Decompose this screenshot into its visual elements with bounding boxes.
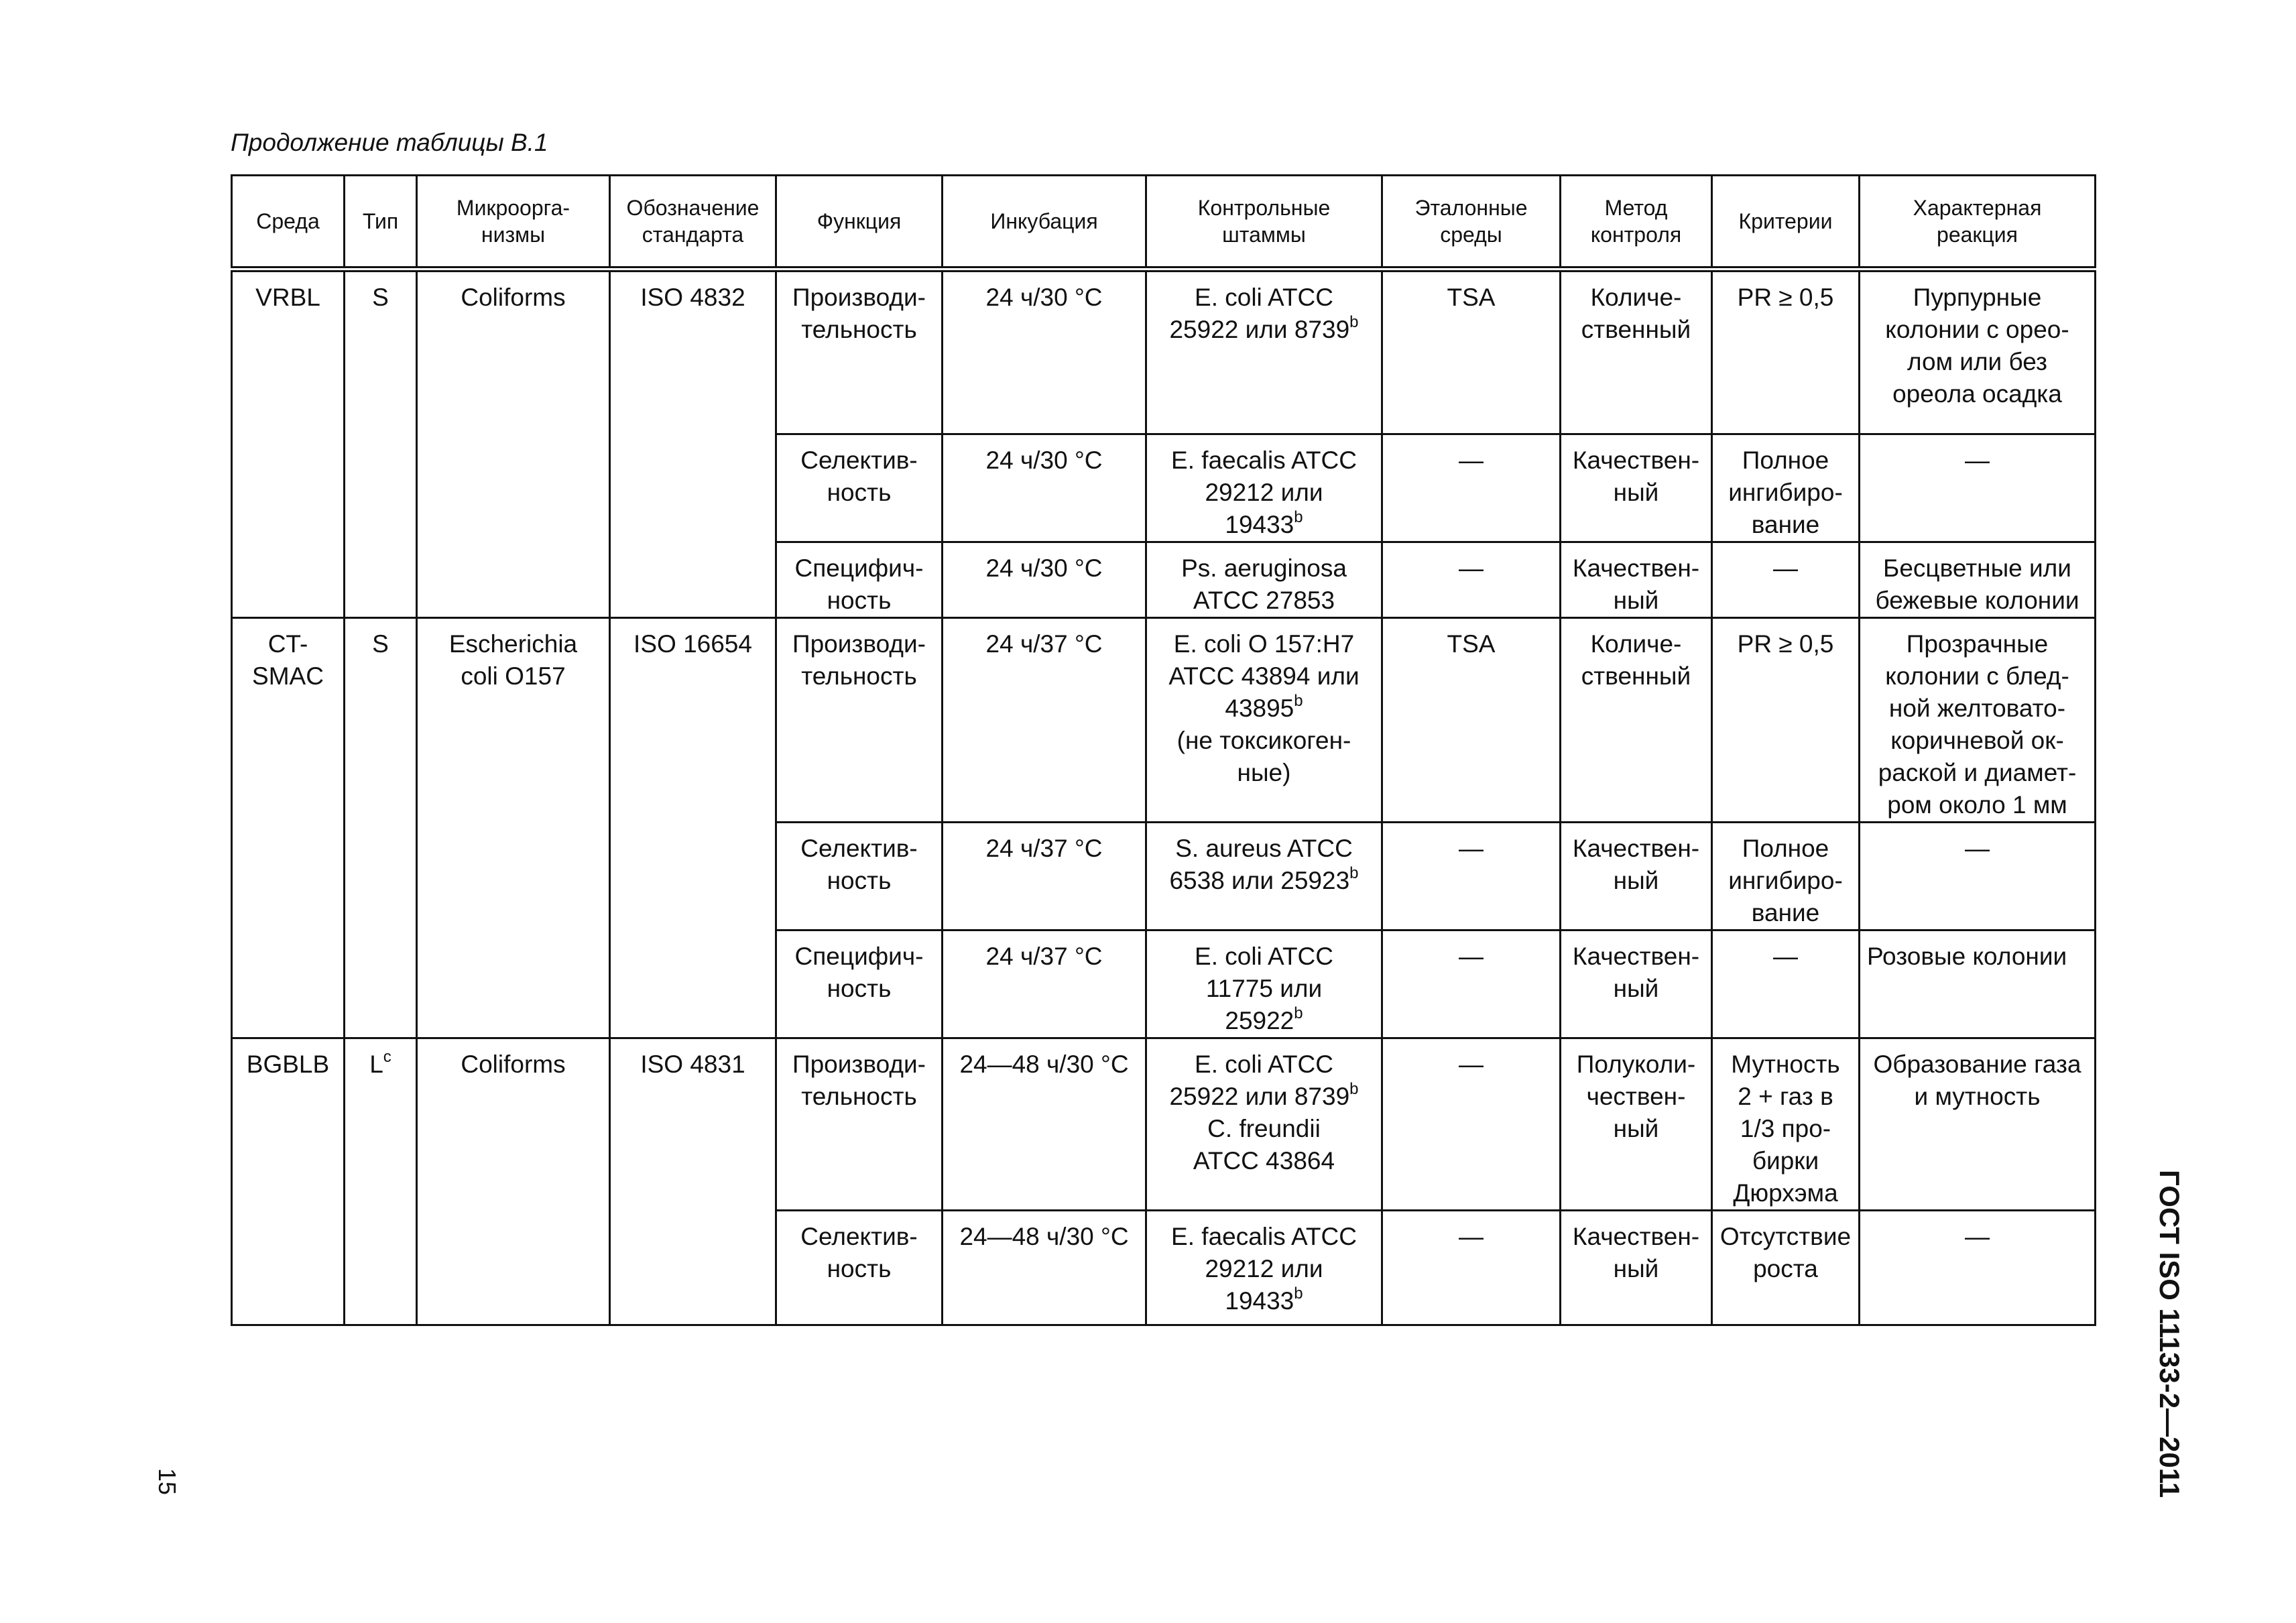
reference-media-cell: —	[1382, 1038, 1561, 1211]
control-method-cell: Качествен- ный	[1561, 1211, 1712, 1325]
criteria-cell: —	[1712, 930, 1860, 1038]
strain-footnote: b	[1294, 1284, 1303, 1303]
reaction-cell: Образование газа и мутность	[1860, 1038, 2096, 1211]
column-header: Функция	[776, 176, 943, 269]
standard-cell: ISO 4832	[610, 269, 776, 618]
function-cell: Производи- тельность	[776, 618, 943, 823]
control-strains-cell: E. coli ATCC 25922 или 8739$^b$	[1146, 269, 1382, 434]
control-method-cell: Качествен- ный	[1561, 434, 1712, 542]
incubation-cell: 24 ч/37 °С	[943, 930, 1146, 1038]
function-cell: Селектив- ность	[776, 1211, 943, 1325]
reaction-cell: Бесцветные или бежевые колонии	[1860, 542, 2096, 618]
reaction-cell: —	[1860, 1211, 2096, 1325]
reference-media-cell: —	[1382, 930, 1561, 1038]
strain-footnote: b	[1294, 692, 1303, 710]
header-row	[232, 176, 2096, 269]
reaction-cell: —	[1860, 823, 2096, 930]
incubation-cell: 24 ч/37 °С	[943, 618, 1146, 823]
control-strains-cell: E. faecalis ATCC 29212 или 19433$^b$	[1146, 434, 1382, 542]
column-header: Тип	[345, 176, 417, 269]
function-cell: Производи- тельность	[776, 1038, 943, 1211]
microorganisms-cell: Coliforms	[417, 1038, 610, 1325]
criteria-cell: PR ≥ 0,5	[1712, 269, 1860, 434]
control-strains-cell: E. coli O 157:H7 ATCC 43894 или 43895$^b$ (не токсикоген- ные)	[1146, 618, 1382, 823]
reaction-cell: —	[1860, 434, 2096, 542]
control-method-cell: Качествен- ный	[1561, 823, 1712, 930]
criteria-cell: PR ≥ 0,5	[1712, 618, 1860, 823]
control-strains-cell: E. faecalis ATCC 29212 или 19433$^b$	[1146, 1211, 1382, 1325]
table-body	[232, 269, 2096, 1325]
document-designation: ГОСТ ISO 11133-2—2011	[2154, 1170, 2185, 1498]
medium-cell: VRBL	[232, 269, 345, 618]
column-header: Метод контроля	[1561, 176, 1712, 269]
function-cell: Специфич- ность	[776, 542, 943, 618]
column-header: Инкубация	[943, 176, 1146, 269]
type-cell: $L^c$	[345, 1038, 417, 1325]
control-method-cell: Количе- ственный	[1561, 269, 1712, 434]
reference-media-cell: TSA	[1382, 269, 1561, 434]
criteria-cell: —	[1712, 542, 1860, 618]
function-cell: Селектив- ность	[776, 823, 943, 930]
control-strains-cell: E. coli ATCC 11775 или 25922$^b$	[1146, 930, 1382, 1038]
reference-media-cell: —	[1382, 823, 1561, 930]
type-cell: S	[345, 618, 417, 1038]
medium-cell: BGBLB	[232, 1038, 345, 1325]
medium-cell: CT- SMAC	[232, 618, 345, 1038]
incubation-cell: 24 ч/30 °С	[943, 434, 1146, 542]
standard-cell: ISO 16654	[610, 618, 776, 1038]
column-header: Характерная реакция	[1860, 176, 2096, 269]
type-cell: S	[345, 269, 417, 618]
reaction-cell: Розовые колонии	[1860, 930, 2096, 1038]
reference-media-cell: —	[1382, 542, 1561, 618]
strains-note: (не токсикоген- ные)	[1176, 727, 1351, 786]
strains-note: C. freundii ATCC 43864	[1193, 1115, 1335, 1175]
column-header: Микроорга- низмы	[417, 176, 610, 269]
type-footnote: c	[383, 1048, 391, 1066]
function-cell: Специфич- ность	[776, 930, 943, 1038]
reaction-cell: Прозрачные колонии с блед- ной желтовато- коричневой ок- раской и диамет- ром около 1 мм	[1860, 618, 2096, 823]
table-caption: Продолжение таблицы В.1	[231, 129, 548, 156]
table-header	[232, 176, 2096, 269]
strain-footnote: b	[1294, 1004, 1303, 1022]
strain-footnote: b	[1349, 313, 1359, 331]
table-row	[232, 1038, 2096, 1211]
reference-media-cell: —	[1382, 434, 1561, 542]
column-header: Среда	[232, 176, 345, 269]
control-strains-cell: S. aureus ATCC 6538 или 25923$^b$	[1146, 823, 1382, 930]
reference-media-cell: —	[1382, 1211, 1561, 1325]
function-cell: Селектив- ность	[776, 434, 943, 542]
column-header: Обозначение стандарта	[610, 176, 776, 269]
strain-footnote: b	[1349, 1080, 1359, 1098]
strain-footnote: b	[1349, 864, 1359, 882]
media-table	[231, 174, 2096, 1326]
criteria-cell: Мутность 2 + газ в 1/3 про- бирки Дюрхэма	[1712, 1038, 1860, 1211]
column-header: Эталонные среды	[1382, 176, 1561, 269]
column-header: Критерии	[1712, 176, 1860, 269]
function-cell: Производи- тельность	[776, 269, 943, 434]
reference-media-cell: TSA	[1382, 618, 1561, 823]
reaction-cell: Пурпурные колонии с орео- лом или без ореола осадка	[1860, 269, 2096, 434]
microorganisms-cell: Escherichia coli O157	[417, 618, 610, 1038]
page-number: 15	[154, 1468, 181, 1496]
control-method-cell: Качествен- ный	[1561, 542, 1712, 618]
criteria-cell: Полное ингибиро- вание	[1712, 434, 1860, 542]
standard-cell: ISO 4831	[610, 1038, 776, 1325]
column-header: Контрольные штаммы	[1146, 176, 1382, 269]
control-method-cell: Полуколи- чествен- ный	[1561, 1038, 1712, 1211]
incubation-cell: 24—48 ч/30 °С	[943, 1038, 1146, 1211]
control-method-cell: Количе- ственный	[1561, 618, 1712, 823]
control-method-cell: Качествен- ный	[1561, 930, 1712, 1038]
table-row	[232, 269, 2096, 434]
control-strains-cell: E. coli ATCC 25922 или 8739$^b$ C. freundii ATCC 43864	[1146, 1038, 1382, 1211]
microorganisms-cell: Coliforms	[417, 269, 610, 618]
incubation-cell: 24—48 ч/30 °С	[943, 1211, 1146, 1325]
criteria-cell: Отсутствие роста	[1712, 1211, 1860, 1325]
strain-footnote: b	[1294, 508, 1303, 526]
criteria-cell: Полное ингибиро- вание	[1712, 823, 1860, 930]
incubation-cell: 24 ч/30 °С	[943, 542, 1146, 618]
incubation-cell: 24 ч/37 °С	[943, 823, 1146, 930]
control-strains-cell: Ps. aeruginosa ATCC 27853	[1146, 542, 1382, 618]
table-row	[232, 618, 2096, 823]
incubation-cell: 24 ч/30 °С	[943, 269, 1146, 434]
